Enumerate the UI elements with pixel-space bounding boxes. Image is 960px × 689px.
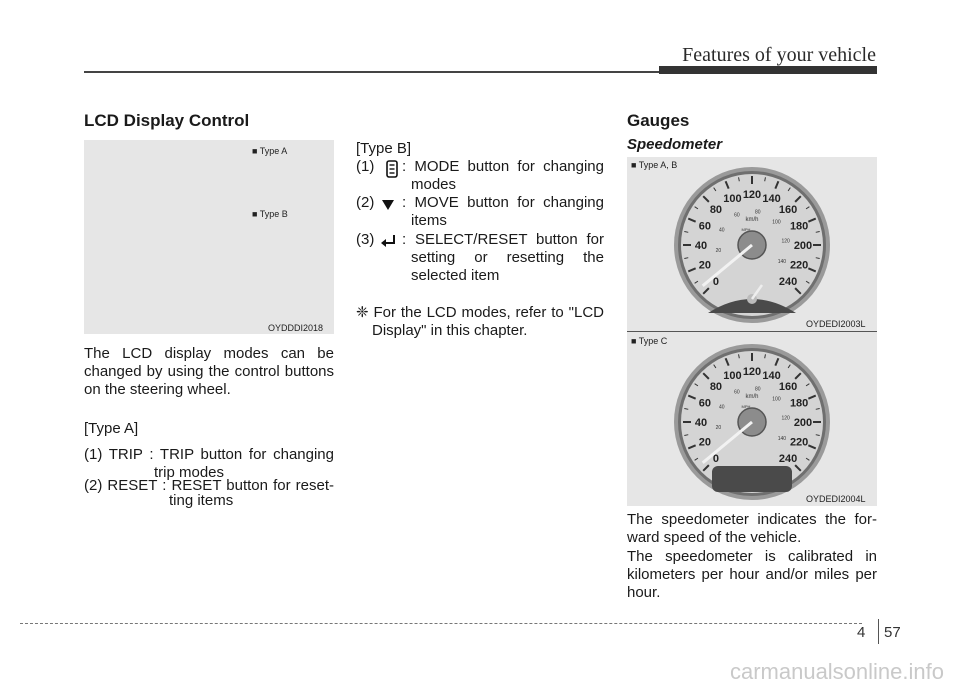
kmh-unit-label: km/h: [745, 217, 759, 223]
mode-item-line1: : MODE button for changing: [402, 158, 604, 175]
move-item-line2: items: [411, 212, 447, 229]
type-a-title: [Type A]: [84, 420, 139, 437]
select-item-line1: : SELECT/RESET button for: [402, 231, 604, 248]
mode-item-num: (1): [356, 158, 375, 175]
speedometer-gauge-type-c: [666, 340, 838, 500]
kmh-tick-label: 140: [762, 192, 781, 205]
kmh-tick-label: 200: [793, 417, 813, 429]
figure-1-code: OYDEDI2003L: [806, 319, 866, 329]
gauge-display-window: [712, 466, 792, 492]
header-bar: [659, 66, 877, 74]
select-item-num: (3): [356, 231, 375, 248]
kmh-tick-label: 20: [698, 259, 712, 272]
chapter-number: 4: [857, 624, 866, 641]
header-rule: [84, 71, 659, 73]
kmh-tick-label: 180: [789, 397, 809, 410]
mph-tick-label: 80: [755, 386, 761, 393]
footer-rule: [20, 623, 862, 624]
lcd-note-line2: Display" in this chapter.: [372, 322, 528, 339]
kmh-tick-label: 60: [698, 220, 712, 233]
type-b-label: ■ Type B: [252, 209, 288, 219]
kmh-tick-label: 140: [762, 369, 781, 382]
kmh-tick-label: 220: [789, 259, 809, 272]
type-a-label: ■ Type A: [252, 146, 288, 156]
type-b-title: [Type B]: [356, 140, 412, 157]
mph-tick-label: 140: [777, 259, 787, 266]
speedometer-para2-line2: kilometers per hour and/or miles per: [627, 566, 877, 583]
kmh-tick-label: 200: [793, 240, 813, 252]
page-number: 57: [884, 624, 901, 641]
select-item-line3: selected item: [411, 267, 500, 284]
type-c-label: ■ Type C: [631, 336, 668, 346]
kmh-tick-label: 60: [698, 397, 712, 410]
mph-tick-label: 100: [772, 396, 781, 403]
kmh-tick-label: 100: [723, 369, 742, 382]
kmh-tick-label: 240: [778, 453, 798, 466]
enter-arrow-icon: [380, 233, 398, 249]
mph-tick-label: 120: [781, 415, 790, 422]
speedometer-para2-line3: hour.: [627, 584, 661, 601]
kmh-tick-label: 160: [778, 203, 798, 216]
lcd-intro-text: The LCD display modes can be changed by using the control buttons on the steering wheel.: [84, 345, 334, 398]
mph-unit-label: MPH: [741, 404, 751, 409]
speedometer-para1-line1: The speedometer indicates the for-: [627, 511, 877, 528]
kmh-tick-label: 40: [694, 417, 708, 429]
trip-item-line2: trip modes: [154, 464, 225, 481]
kmh-tick-label: 20: [698, 436, 712, 449]
mph-tick-label: 60: [734, 212, 740, 219]
speedometer-gauge-type-ab: [666, 163, 838, 323]
move-item-line1: : MOVE button for changing: [402, 194, 604, 211]
lcd-display-control-heading: LCD Display Control: [84, 111, 250, 130]
mph-unit-label: MPH: [741, 227, 751, 232]
trip-item-line1: (1) TRIP : TRIP button for changing: [84, 446, 334, 463]
lcd-figure-code: OYDDDI2018: [268, 323, 324, 333]
mph-tick-label: 40: [719, 404, 725, 411]
kmh-tick-label: 80: [709, 380, 723, 393]
down-triangle-icon: [381, 199, 395, 211]
gauges-heading: Gauges: [627, 111, 690, 130]
figure-2-code: OYDEDI2004L: [806, 494, 866, 504]
speedometer-para1-line2: ward speed of the vehicle.: [627, 529, 802, 546]
page-header-title: Features of your vehicle: [682, 44, 876, 66]
lcd-figure: [84, 140, 334, 334]
reset-item-line1: (2) RESET : RESET button for reset-: [84, 477, 334, 494]
mode-item-line2: modes: [411, 176, 457, 193]
kmh-tick-label: 120: [742, 366, 762, 378]
move-item-num: (2): [356, 194, 375, 211]
kmh-tick-label: 160: [778, 380, 798, 393]
kmh-unit-label: km/h: [745, 394, 759, 400]
menu-button-icon: [384, 159, 400, 179]
mph-tick-label: 120: [781, 238, 790, 245]
kmh-tick-label: 0: [712, 276, 720, 289]
kmh-tick-label: 80: [709, 203, 723, 216]
type-ab-label: ■ Type A, B: [631, 160, 678, 170]
mph-tick-label: 100: [772, 219, 781, 226]
mph-tick-label: 20: [715, 248, 722, 255]
kmh-tick-label: 0: [712, 453, 720, 466]
mph-tick-label: 20: [715, 425, 722, 432]
speedometer-subheading: Speedometer: [627, 136, 723, 153]
mph-tick-label: 140: [777, 436, 787, 443]
kmh-tick-label: 220: [789, 436, 809, 449]
mph-tick-label: 60: [734, 389, 740, 396]
kmh-tick-label: 100: [723, 192, 742, 205]
kmh-tick-label: 120: [742, 189, 762, 201]
kmh-tick-label: 40: [694, 240, 708, 252]
mph-tick-label: 40: [719, 227, 725, 234]
reset-item-line2: ting items: [169, 492, 234, 509]
kmh-tick-label: 240: [778, 276, 798, 289]
footer-divider: [878, 619, 879, 644]
select-item-line2: setting or resetting the: [411, 249, 604, 266]
kmh-tick-label: 180: [789, 220, 809, 233]
watermark: carmanualsonline.info: [729, 659, 944, 684]
mph-tick-label: 80: [755, 209, 761, 216]
lcd-note-line1: ❈ For the LCD modes, refer to "LCD: [356, 304, 604, 321]
speedometer-para2-line1: The speedometer is calibrated in: [627, 548, 877, 565]
